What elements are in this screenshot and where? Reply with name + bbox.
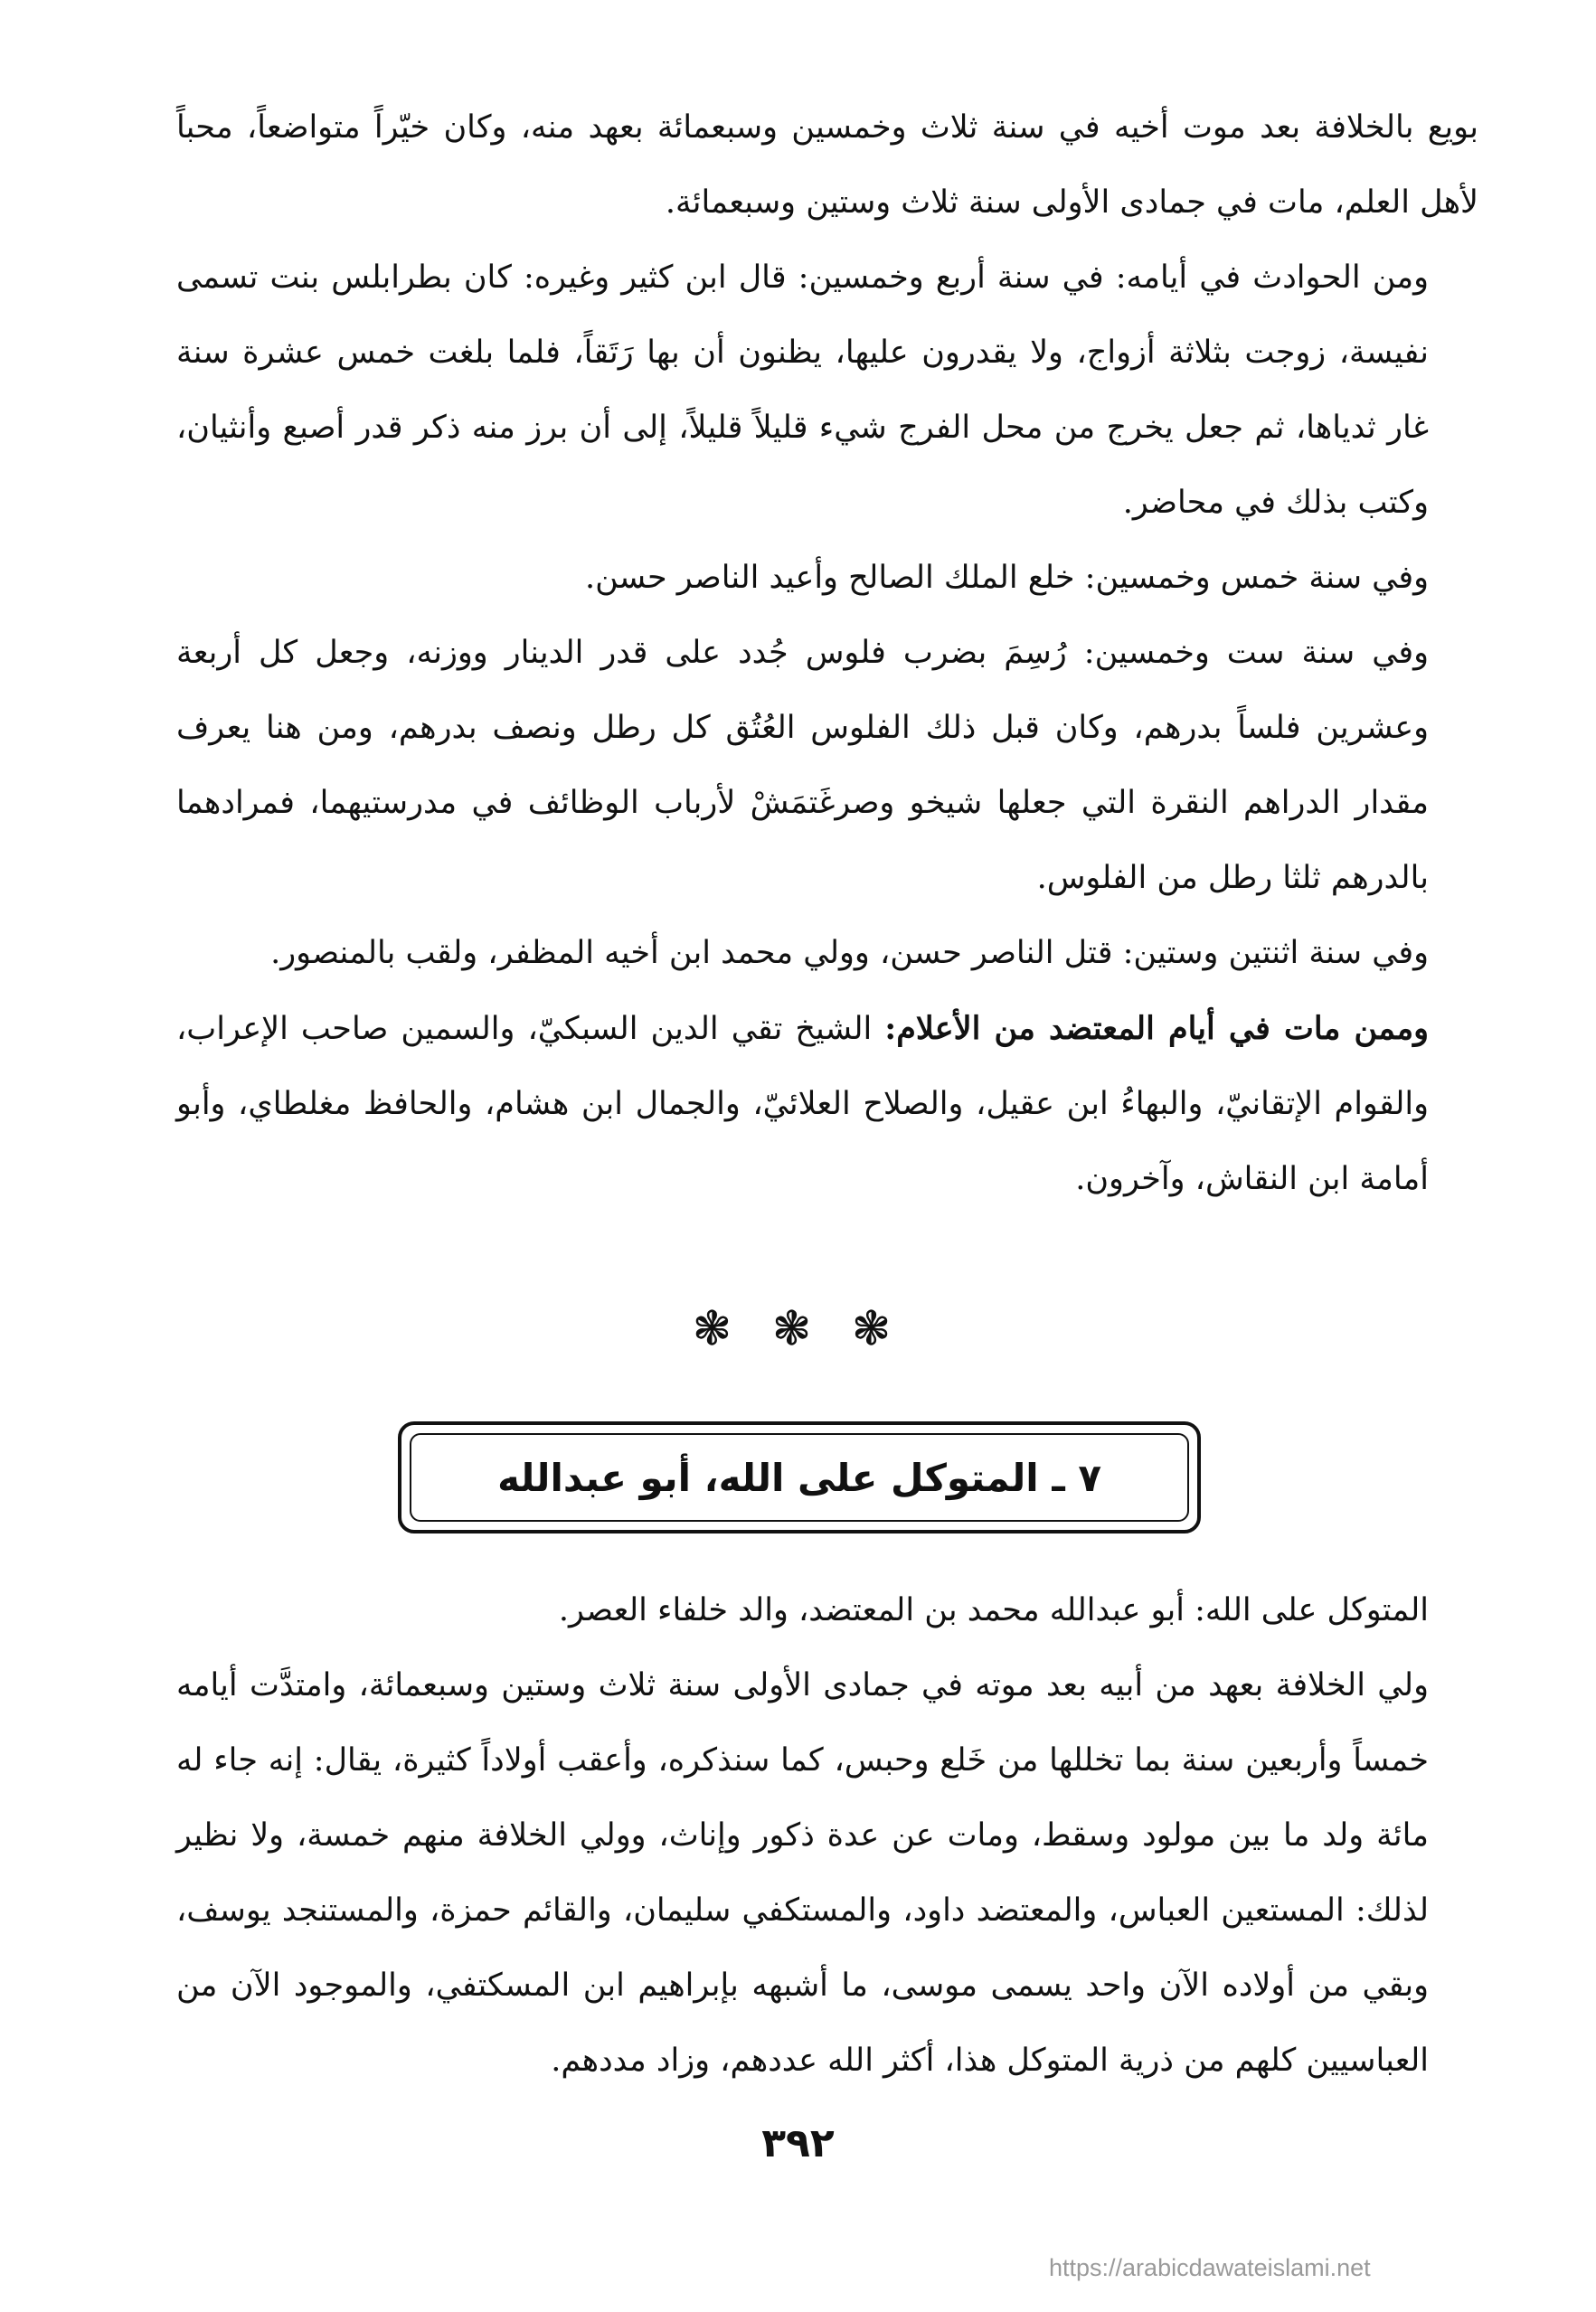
paragraph-events-54 [176,241,1478,541]
paragraph-text: وفي سنة خمس وخمسين: خلع الملك الصالح وأعيد الناصر حسن. [584,560,1429,596]
page-number: ٣٩٢ [761,2120,835,2166]
watermark-url: https://arabicdawateislami.net [1049,2254,1371,2281]
paragraph-text: وفي سنة ست وخمسين: رُسِمَ بضرب فلوس جُدد على قدر الدينار ووزنه، وجعل كل أربعة وعشرين فلساً بدرهم، وكان قبل ذلك الفلوس العُتُق كل رطل ونصف بدرهم، ومن هنا يعرف مقدار الدراهم النقرة التي جعلها شيخو وصرغَتمَشْ لأرباب الوظائف في مدرستيهما، فمرادهما بالدرهم ثلثا رطل من الفلوس. [176,635,1429,896]
section-title: ٧ ـ المتوكل على الله، أبو عبدالله [497,1455,1101,1500]
paragraph-events-55 [176,541,1478,616]
paragraph-notables [176,991,1478,1217]
paragraph-intro [176,1573,1478,1648]
paragraph-reign [176,1648,1478,2099]
paragraph-text: بويع بالخلافة بعد موت أخيه في سنة ثلاث وخمسين وسبعمائة بعهد منه، وكان خيّراً متواضعاً، محباً لأهل العلم، مات في جمادى الأولى سنة ثلاث وستين وسبعمائة. [176,109,1478,221]
bottom-text-section [176,1573,1478,2099]
paragraph-text: ومن الحوادث في أيامه: في سنة أربع وخمسين: قال ابن كثير وغيره: كان بطرابلس بنت تسمى نفيسة، زوجت بثلاثة أزواج، ولا يقدرون عليها، يظنون أن بها رَتَقاً، فلما بلغت خمس عشرة سنة غار ثدياها، ثم جعل يخرج من محل الفرج شيء قليلاً قليلاً، إلى أن برز منه ذكر قدر أصبع وأنثيان، وكتب بذلك في محاضر. [176,260,1429,521]
section-separator-ornament: ❃ ❃ ❃ [692,1302,904,1356]
section-title-frame [398,1421,1201,1533]
paragraph-bay-a [176,90,1478,241]
paragraph-text: الشيخ تقي الدين السبكيّ، والسمين صاحب الإعراب، والقوام الإتقانيّ، والبهاءُ ابن عقيل، والصلاح العلائيّ، والجمال ابن هشام، والحافظ مغلطاي، وأبو أمامة ابن النقاش، وآخرون. [176,1011,1429,1197]
paragraph-text: ولي الخلافة بعهد من أبيه بعد موته في جمادى الأولى سنة ثلاث وستين وسبعمائة، وامتدَّت أيامه خمساً وأربعين سنة بما تخللها من خَلع وحبس، كما سنذكره، وأعقب أولاداً كثيرة، يقال: إنه جاء له مائة ولد ما بين مولود وسقط، ومات عن عدة ذكور وإناث، وولي الخلافة منهم خمسة، ولا نظير لذلك: المستعين العباس، والمعتضد داود، والمستكفي سليمان، والقائم حمزة، والمستنجد يوسف، وبقي من أولاده الآن واحد يسمى موسى، ما أشبهه بإبراهيم ابن المسكتفي، والموجود الآن من العباسيين كلهم من ذرية المتوكل هذا، أكثر الله عددهم، وزاد مددهم. [176,1667,1429,2079]
paragraph-text: المتوكل على الله: أبو عبدالله محمد بن المعتضد، والد خلفاء العصر. [558,1592,1429,1628]
paragraph-events-56 [176,616,1478,916]
paragraph-lead-bold: وممن مات في أيام المعتضد من الأعلام: [884,1010,1429,1047]
paragraph-events-62 [176,916,1478,991]
paragraph-text: وفي سنة اثنتين وستين: قتل الناصر حسن، وولي محمد ابن أخيه المظفر، ولقب بالمنصور. [270,935,1429,971]
top-text-section [176,90,1478,1217]
